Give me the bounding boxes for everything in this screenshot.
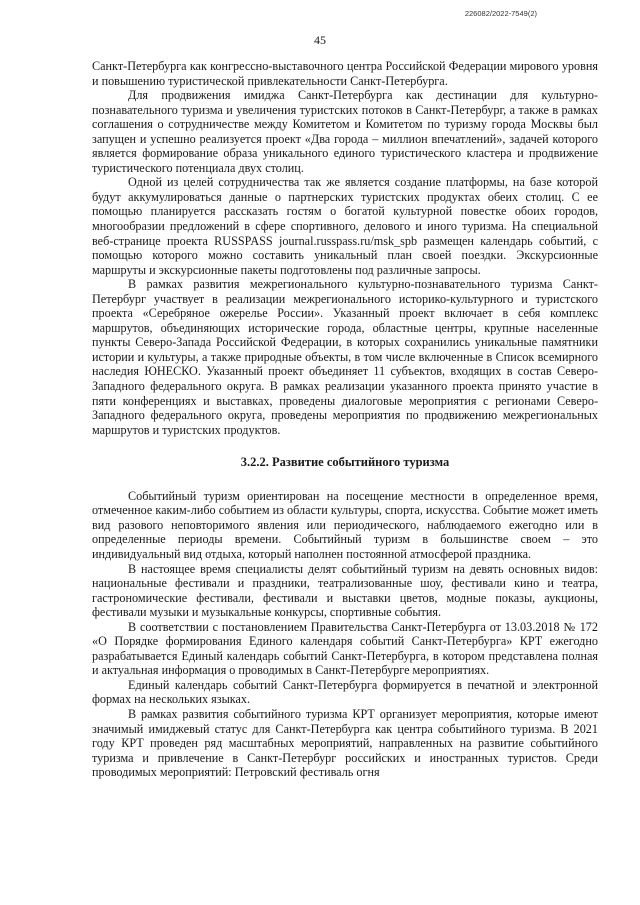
paragraph: В рамках развития межрегионального культурно-познавательного туризма Санкт-Петербург участвует в реализации межрегионального историко-культурного и туристского проекта «Серебряное ожерелье России». Указанный проект включает в себя комплекс маршрутов, объединяющих исторические города, областные центры, крупные населенные пункты Северо-Запада Российской Федерации, в которых сохранились уникальные памятники истории и культуры, а также природные объекты, в том числе включенные в Список всемирного наследия ЮНЕСКО. Указанный проект объединяет 11 субъектов, входящих в состав Северо-Западного федерального округа. В рамках реализации указанного проекта принято участие в пяти конференциях и выставках, проведены диалоговые мероприятия с регионами Северо-Западного федерального округа, проведены мероприятия по продвижению межрегиональных маршрутов и туристских продуктов. [92, 277, 598, 437]
paragraph: В настоящее время специалисты делят событийный туризм на девять основных видов: национальные фестивали и праздники, театрализованные шоу, фестивали кино и театра, гастрономические фестивали, фестивали и выставки цветов, модные показы, аукционы, фестивали музыки и музыкальные конкурсы, спортивные события. [92, 561, 598, 620]
paragraph: Санкт-Петербурга как конгрессно-выставочного центра Российской Федерации мирового уровня и повышению туристической привлекательности Санкт-Петербурга. [92, 59, 598, 88]
paragraph: Единый календарь событий Санкт-Петербурга формируется в печатной и электронной формах на нескольких языках. [92, 677, 598, 707]
paragraph: Для продвижения имиджа Санкт-Петербурга как дестинации для культурно-познавательного туризма и увеличения туристских потоков в Санкт-Петербург, а также в рамках соглашения о сотрудничестве между Комитетом и Комитетом по туризму города Москвы был запущен и успешно реализуется проект «Два города – миллион впечатлений», задачей которого является формирование образа уникального единого туристического кластера и продвижение туристического потенциала двух столиц. [92, 88, 598, 175]
document-id: 226082/2022-7549(2) [464, 9, 537, 18]
paragraph: Одной из целей сотрудничества так же является создание платформы, на базе которой будут аккумулироваться данные о партнерских туристских продуктах обеих столиц. С ее помощью планируется рассказать гостям о богатой культурной повестке обоих городов, многообразии предложений в сфере спортивного, делового и иного туризма. На специальной веб-странице проекта RUSSPASS journal.russpass.ru/msk_spb размещен календарь событий, с помощью которого можно составить уникальный план своей поездки. Экскурсионные маршруты и экскурсионные пакеты подготовлены под различные запросы. [92, 175, 598, 277]
section-heading: 3.2.2. Развитие событийного туризма [240, 455, 450, 470]
paragraph: В соответствии с постановлением Правительства Санкт-Петербурга от 13.03.2018 № 172 «О Порядке формирования Единого календаря событий Санкт-Петербурга» КРТ ежегодно разрабатывается Единый календарь событий Санкт-Петербурга, в котором представлена полная и актуальная информация о проводимых в Санкт-Петербурге мероприятиях. [92, 619, 598, 678]
page-number: 45 [314, 33, 326, 47]
paragraph: В рамках развития событийного туризма КРТ организует мероприятия, которые имеют значимый имиджевый статус для Санкт-Петербурга как центра событийного туризма. В 2021 году КРТ проведен ряд масштабных мероприятий, направленных на развитие событийного туризма и привлечение в Санкт-Петербург российских и иностранных туристов. Среди проводимых мероприятий: Петровский фестиваль огня [92, 706, 598, 780]
document-body [92, 59, 598, 780]
paragraph: Событийный туризм ориентирован на посещение местности в определенное время, отмеченное каким-либо событием из области культуры, спорта, искусства. Событие может иметь вид разового неповторимого явления или периодического, наблюдаемого ежегодно или в определенные периоды времени. Событийный туризм в большинстве своем – это индивидуальный вид отдыха, который наполнен постоянной атмосферой праздника. [92, 488, 598, 561]
